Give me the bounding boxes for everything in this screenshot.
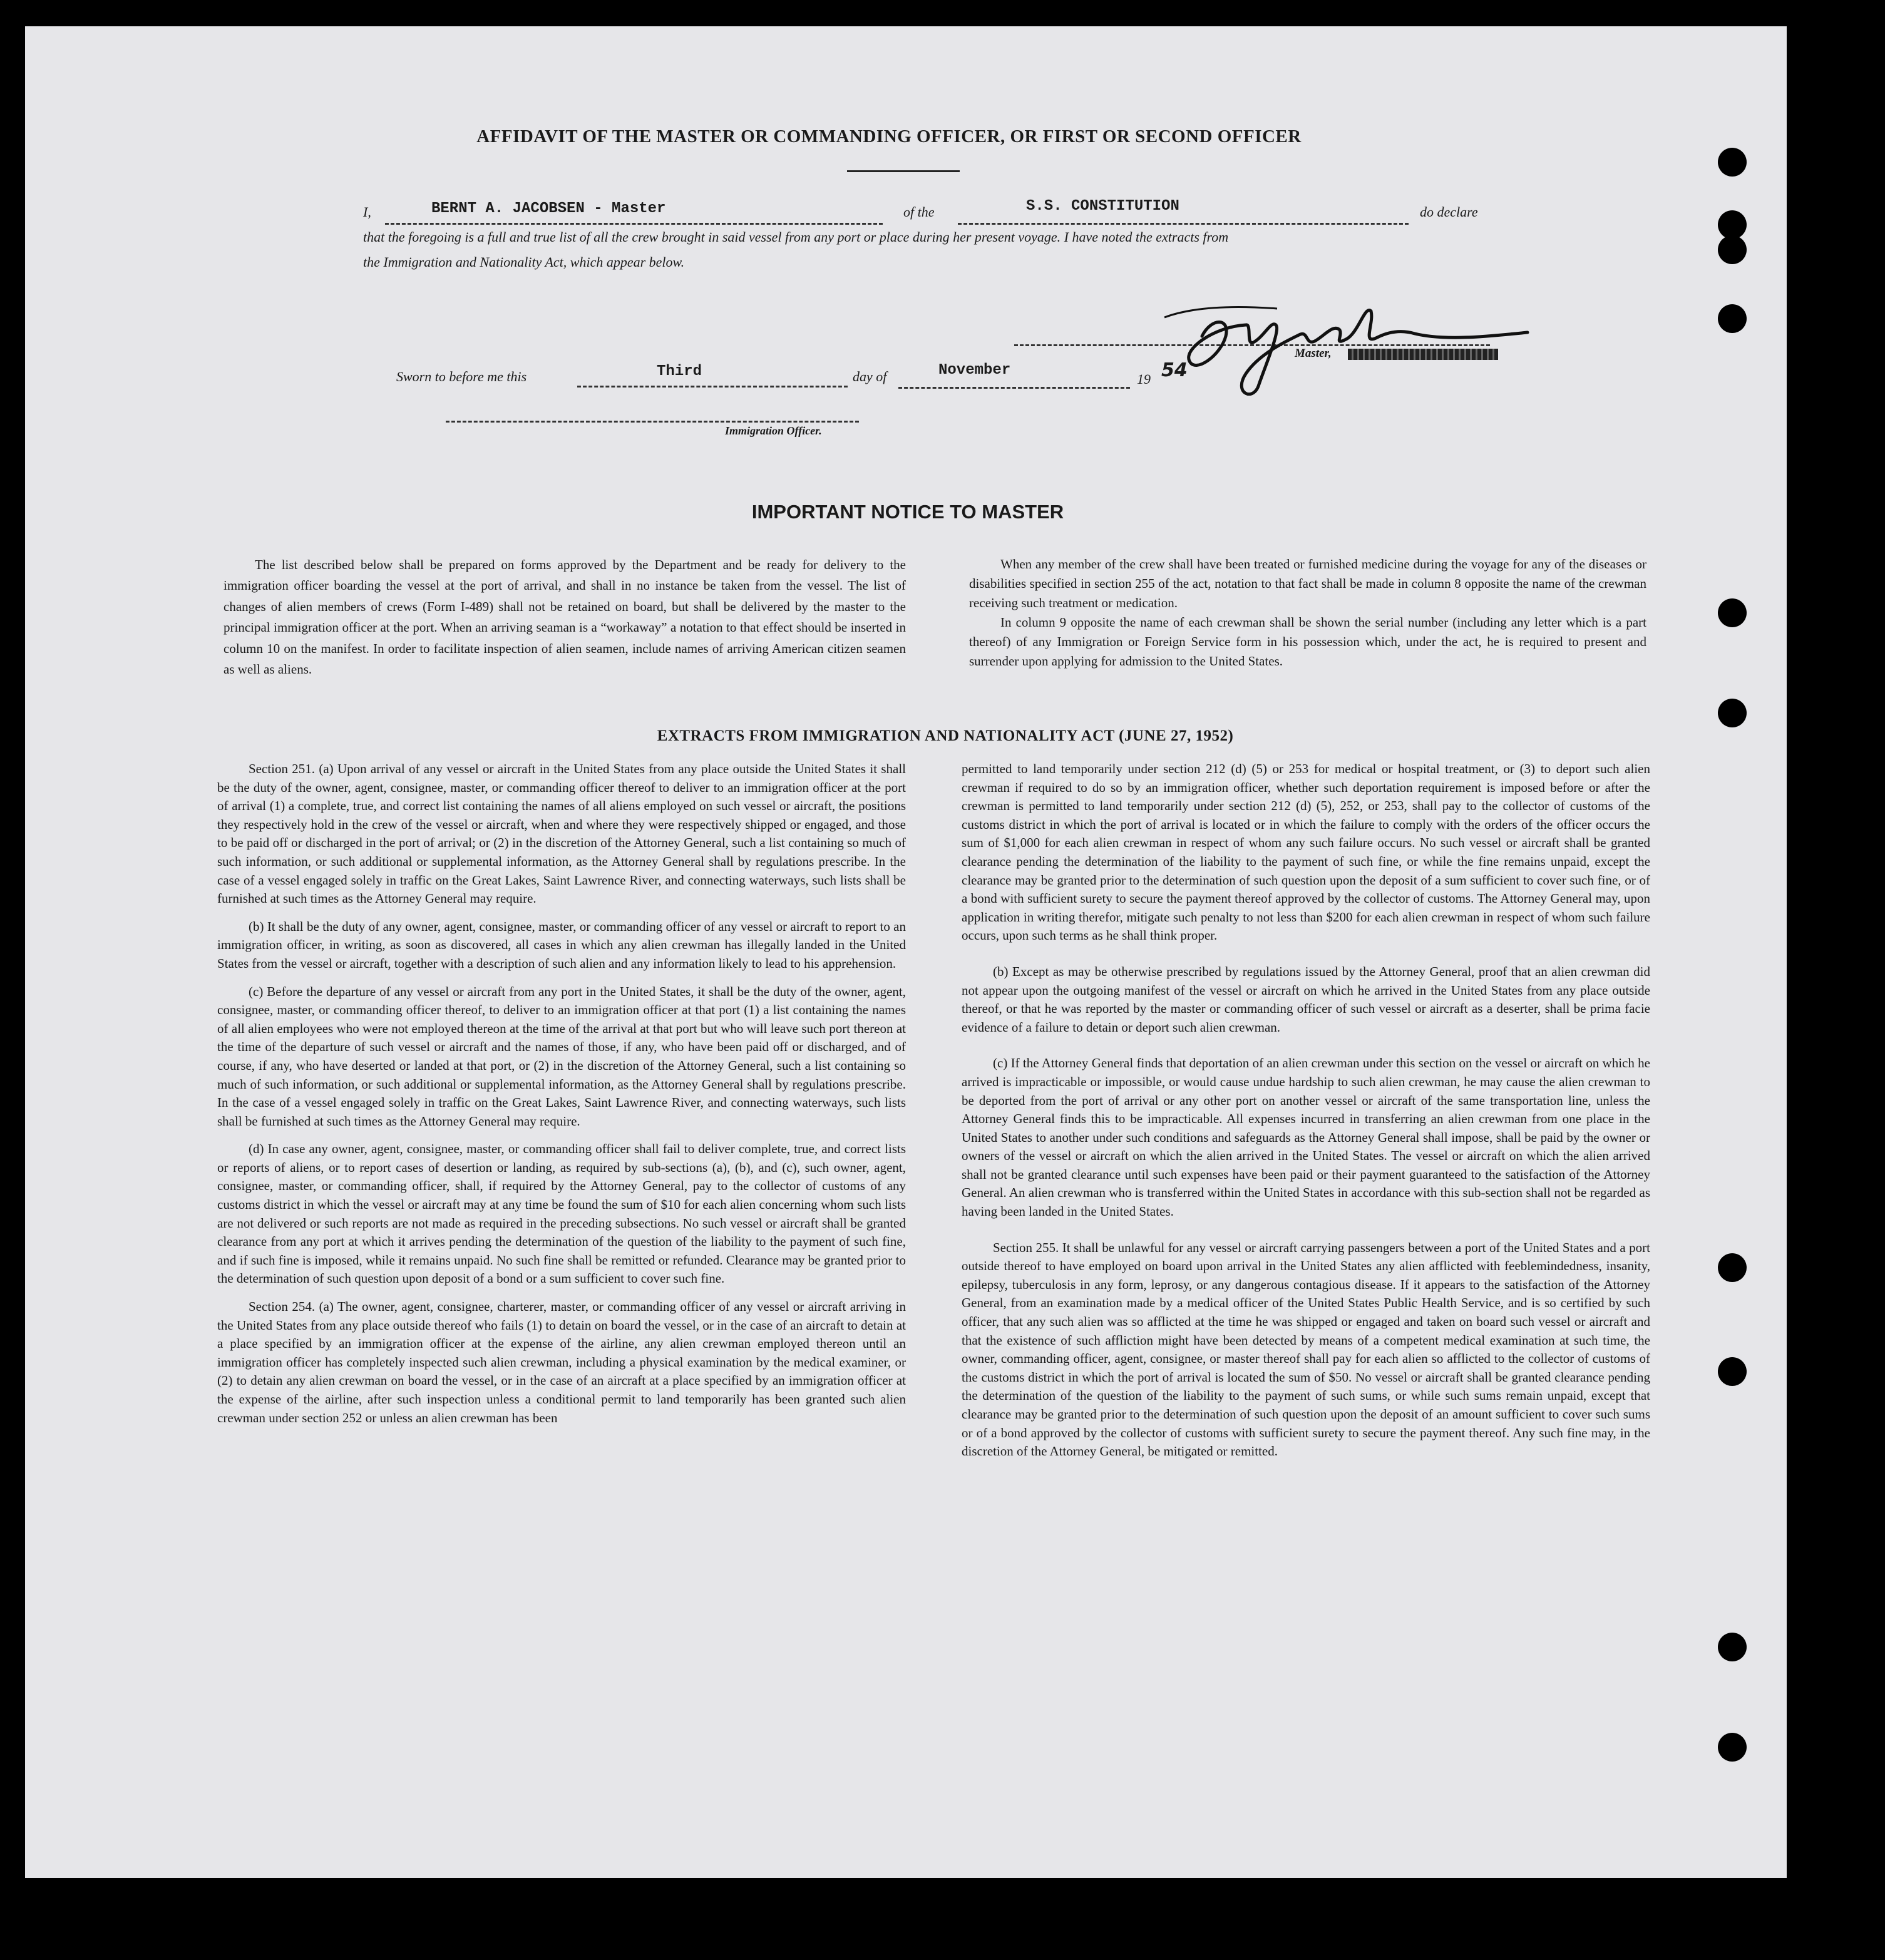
punch-hole: [1718, 1357, 1747, 1386]
extracts-title: EXTRACTS FROM IMMIGRATION AND NATIONALITY ACT (JUNE 27, 1952): [657, 727, 1234, 744]
punch-hole: [1718, 1633, 1747, 1661]
extracts-left-column: [217, 760, 906, 1437]
affidavit-title: AFFIDAVIT OF THE MASTER OR COMMANDING OFFICER, OR FIRST OR SECOND OFFICER: [476, 126, 1302, 146]
section-251-b: (b) It shall be the duty of any owner, agent, consignee, master, or commanding officer of any vessel or aircraft to report to an immigration officer, in writing, as soon as discovered, all cases in which any alien crewman has illegally landed in the United States from the vessel or aircraft, together with a description of such alien and any information likely to lead to his apprehension.: [217, 918, 906, 971]
section-251-c: (c) Before the departure of any vessel or aircraft from any port in the United States, it shall be the duty of the owner, agent, consignee, master, or commanding officer thereof, to deliver to an immigration officer at that port (1) a list containing the names of all alien employees who were not employed thereon at the time of the arrival at that port but who will leave such port thereon at the time of the departure of such vessel or aircraft and the names of those, if any, who have been paid off or discharged, and of course, if any, who have deserted or landed at that port, or (2) in the discretion of the Attorney General, such a list containing so much of such information, or such additional or supplemental information, as the Attorney General shall by regulations prescribe. In the case of a vessel engaged solely in traffic on the Great Lakes, Saint Lawrence River, and connecting waterways, such lists shall be furnished at such times as the Attorney General may require.: [217, 983, 906, 1129]
section-254-c: (c) If the Attorney General finds that deportation of an alien crewman under this section on the vessel or aircraft on which he arrived is impracticable or impossible, or would cause undue hardship to such alien crewman, he may cause the alien crewman to be deported from the port of arrival or any other port on another vessel or aircraft of the same transportation line, unless the Attorney General finds this to be impracticable. All expenses incurred in transferring an alien crewman from one place in the United States to another under such conditions and safeguards as the Attorney General shall impose, shall be paid by the owner or owners of the vessel or aircraft on which the alien arrived in the United States. The vessel or aircraft on which the alien arrived shall not be granted clearance until such expenses have been paid or their payment guaranteed to the satisfaction of the Attorney General. An alien crewman who is transferred within the United States in accordance with this sub-section shall not be regarded as having been landed in the United States.: [962, 1055, 1650, 1219]
sworn-day-field: Third: [654, 363, 704, 380]
declarant-name-field: BERNT A. JACOBSEN - Master: [429, 200, 668, 217]
punch-hole: [1718, 1733, 1747, 1762]
do-declare-label: do declare: [1420, 204, 1478, 220]
vessel-name-field: S.S. CONSTITUTION: [1024, 198, 1182, 215]
title-rule: [847, 170, 960, 172]
declaration-text: that the foregoing is a full and true list of all the crew brought in said vessel from any port or place during her present voyage. I have noted the extracts from: [363, 229, 1229, 245]
notice-left-paragraph: The list described below shall be prepared on forms approved by the Department and be ready for delivery to the immigration officer boarding the vessel at the port of arrival, and shall in no instance be taken from the vessel. The list of changes of alien members of crews (Form I-489) shall not be retained on board, but shall be delivered by the master to the principal immigration officer at the port. When an arriving seaman is a “workaway” a notation to that effect should be inserted in column 10 on the manifest. In order to facilitate inspection of alien seamen, include names of arriving American citizen seamen as well as aliens.: [223, 557, 906, 677]
declaration-text-continued: the Immigration and Nationality Act, which appear below.: [363, 254, 685, 270]
section-255: Section 255. It shall be unlawful for any vessel or aircraft carrying passengers between a port of the United States and a port outside thereof to have employed on board upon arrival in the United States any alien afflicted with feeblemindedness, insanity, epilepsy, tuberculosis in any form, leprosy, or any dangerous contagious disease. If it appears to the satisfaction of the Attorney General, from an examination made by a medical officer of the United States Public Health Service, and is so certified by such officer, that any such alien was so afflicted at the time he was shipped or engaged and taken on board such vessel or aircraft and that the existence of such affliction might have been detected by means of a competent medical examination at such time, the owner, commanding officer, agent, consignee, or master thereof shall pay for each alien so afflicted to the collector of customs of the customs district in which the port of arrival is located the sum of $50. No vessel or aircraft shall be granted clearance pending the determination of the question of the liability to the payment of such sums, or while such sums remain unpaid, except that clearance may be granted prior to the determination of such question upon the deposit of an amount sufficient to cover such sums or of a bond approved by the collector of customs with sufficient surety to secure the payment thereof. Any such fine may, in the discretion of the Attorney General, be mitigated or remitted.: [962, 1239, 1650, 1459]
master-signature: [1152, 286, 1540, 396]
punch-hole: [1718, 235, 1747, 264]
punch-hole: [1718, 148, 1747, 177]
notice-right-paragraph-1: When any member of the crew shall have been treated or furnished medicine during the voyage for any of the diseases or disabilities specified in section 255 of the act, notation to that fact shall be made in column 8 opposite the name of the crewman receiving such treatment or medication.: [969, 557, 1646, 610]
punch-hole: [1718, 598, 1747, 627]
i-label: I,: [363, 204, 371, 220]
section-251-a: Section 251. (a) Upon arrival of any vessel or aircraft in the United States from any place outside the United States it shall be the duty of the owner, agent, consignee, master, or commanding officer thereof to deliver to an immigration officer at the port of arrival (1) a complete, true, and correct list containing the names of all aliens employed on such vessel or aircraft, the positions they respectively hold in the crew of the vessel or aircraft, when and where they were respectively shipped or engaged, and those to be paid off or discharged in the port of arrival; or (2) in the discretion of the Attorney General, such a list containing so much of such information, or such additional or supplemental information, as the Attorney General shall by regulations prescribe. In the case of a vessel engaged solely in traffic on the Great Lakes, Saint Lawrence River, and connecting waterways, such lists shall be furnished at such times as the Attorney General may require.: [217, 761, 906, 906]
struck-out-title: [1348, 349, 1498, 360]
sworn-day-line: [577, 369, 848, 387]
immigration-officer-line: [446, 404, 859, 423]
section-251-d: (d) In case any owner, agent, consignee, master, or commanding officer shall fail to deliver complete, true, and correct lists or reports of aliens, or to report cases of desertion or landing, as required by sub-sections (a), (b), and (c), such owner, agent, consignee, master, or commanding officer, shall, if required by the Attorney General, pay to the collector of customs of any customs district in which the vessel or aircraft may at any time be found the sum of $10 for each alien concerning whom such lists are not delivered or such reports are not made as required in the preceding subsections. No such vessel or aircraft shall be granted clearance from any port at which it arrives pending the determination of the question of the liability to the payment of such fine, and if such fine is imposed, while it remains unpaid. No such fine shall be remitted or refunded. Clearance may be granted prior to the determination of such question upon deposit of a bond or a sum sufficient to cover such fine.: [217, 1141, 906, 1286]
year-field: 54: [1161, 359, 1188, 381]
sworn-label: Sworn to before me this: [396, 369, 527, 384]
sworn-month-line: [898, 371, 1130, 389]
section-254-b: (b) Except as may be otherwise prescribed by regulations issued by the Attorney General, proof that an alien crewman did not appear upon the outgoing manifest of the vessel or aircraft on which he arrived in the United States from any place outside thereof, or that he was reported by the master or commanding officer of such vessel or aircraft as a deserter, shall be prima facie evidence of a failure to detain or deport such alien crewman.: [962, 963, 1650, 1035]
punch-hole: [1718, 1253, 1747, 1282]
of-the-label: of the: [903, 204, 935, 220]
day-of-label: day of: [853, 369, 887, 384]
immigration-officer-label: Immigration Officer.: [725, 424, 822, 437]
document-page: [25, 26, 1787, 1878]
extracts-right-column: [962, 760, 1650, 1470]
section-254-a: Section 254. (a) The owner, agent, consignee, charterer, master, or commanding officer of any vessel or aircraft arriving in the United States from any place outside thereof who fails (1) to detain on board the vessel, or in the case of an aircraft to detain at a place specified by an immigration officer at the expense of the airline, any alien crewman employed thereon until an immigration officer has completely inspected such alien crewman, including a physical examination by the medical examiner, or (2) to detain any alien crewman on board the vessel, or in the case of an aircraft at a place specified by an immigration officer at the expense of the airline, after such inspection unless a conditional permit to land temporarily has been granted such alien crewman under section 252 or unless an alien crewman has been: [217, 1299, 906, 1425]
notice-right-paragraph-2: In column 9 opposite the name of each crewman shall be shown the serial number (including any letter which is a part thereof) of any Immigration or Foreign Service form in his possession which, under the act, he is required to present and surrender upon applying for admission to the United States.: [969, 615, 1646, 669]
punch-hole: [1718, 304, 1747, 333]
section-254-a-continued: permitted to land temporarily under section 212 (d) (5) or 253 for medical or hospital treatment, or (3) to deport such alien crewman if required to do so by an immigration officer, whether such deportation requirement is imposed before or after the crewman is permitted to land temporarily under section 212 (d) (5), 252, or 253, shall pay to the collector of customs of the customs district in which the port of arrival is located or in which the failure to comply with the orders of the officer occurs the sum of $1,000 for each alien crewman in respect of whom any such failure occurs. No such vessel or aircraft shall be granted clearance pending the determination of the liability to the payment of such fine, or while the fine remains unpaid, except the clearance may be granted prior to the determination of such question upon the deposit of a sum sufficient to cover such fine, or of a bond with sufficient surety to secure the payment thereof approved by the collector of customs. The Attorney General may, upon application in writing therefor, mitigate such penalty to not less than $200 for each alien crewman in respect of whom such failure occurs, upon such terms as he shall think proper.: [962, 761, 1650, 943]
sworn-month-field: November: [936, 362, 1013, 379]
notice-right-column: [969, 555, 1646, 671]
master-label: Master,: [1295, 347, 1332, 360]
notice-title: IMPORTANT NOTICE TO MASTER: [751, 501, 1064, 523]
punch-hole: [1718, 699, 1747, 727]
notice-left-column: [223, 555, 906, 680]
year-prefix-label: 19: [1137, 371, 1151, 387]
